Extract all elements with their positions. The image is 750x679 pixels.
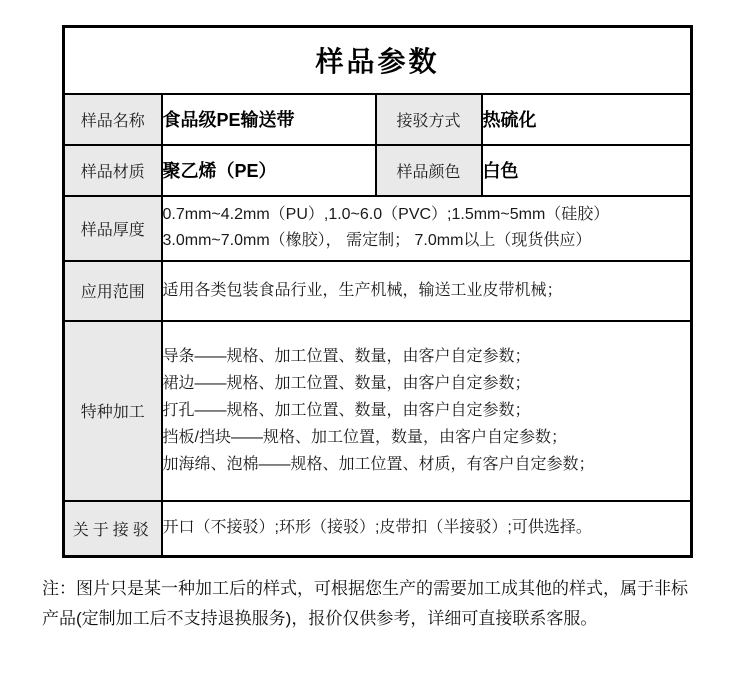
label-about-joint: 关于接驳: [64, 501, 162, 557]
processing-line-3: 打孔——规格、加工位置、数量，由客户自定参数；: [162, 402, 531, 419]
value-sample-color: 白色: [482, 145, 692, 196]
row-about-joint: [64, 501, 692, 557]
value-special-processing: [162, 321, 692, 501]
label-joint-method: 接驳方式: [376, 94, 482, 145]
footnote-line-1: 注：图片只是某一种加工后的样式，可根据您生产的需要加工成其他的样式，属于非标: [42, 579, 688, 598]
value-sample-material: 聚乙烯（PE）: [162, 145, 376, 196]
sample-parameters-table: [62, 25, 693, 558]
label-special-processing: 特种加工: [64, 321, 162, 501]
label-sample-thickness: 样品厚度: [64, 196, 162, 261]
row-special-processing: [64, 321, 692, 501]
label-sample-name: 样品名称: [64, 94, 162, 145]
label-sample-color: 样品颜色: [376, 145, 482, 196]
footnote-line-2: 产品(定制加工后不支持退换服务)，报价仅供参考，详细可直接联系客服。: [42, 609, 598, 628]
value-about-joint: [162, 501, 692, 557]
row-sample-material: [64, 145, 692, 196]
row-sample-thickness: [64, 196, 692, 261]
application-line-1: 适用各类包装食品行业，生产机械，输送工业皮带机械；: [162, 281, 563, 299]
thickness-line-1: 0.7mm~4.2mm（PU）,1.0~6.0（PVC）;1.5mm~5mm（硅胶）: [162, 206, 610, 223]
table-title: 样品参数: [64, 27, 692, 94]
footnote: [42, 574, 722, 634]
value-application-range: [162, 261, 692, 321]
label-sample-material: 样品材质: [64, 145, 162, 196]
value-joint-method: 热硫化: [482, 94, 692, 145]
processing-line-5: 加海绵、泡棉——规格、加工位置、材质，有客户自定参数；: [162, 456, 595, 473]
row-sample-name: [64, 94, 692, 145]
processing-line-2: 裙边——规格、加工位置、数量，由客户自定参数；: [162, 375, 531, 392]
processing-line-4: 挡板/挡块——规格、加工位置，数量，由客户自定参数；: [162, 429, 567, 446]
value-sample-name: 食品级PE输送带: [162, 94, 376, 145]
thickness-line-2: 3.0mm~7.0mm（橡胶）， 需定制； 7.0mm以上（现货供应）: [162, 232, 592, 249]
row-application-range: [64, 261, 692, 321]
joint-line-1: 开口（不接驳）;环形（接驳）;皮带扣（半接驳）;可供选择。: [162, 519, 592, 537]
value-sample-thickness: [162, 196, 692, 261]
processing-line-1: 导条——规格、加工位置、数量，由客户自定参数；: [162, 348, 531, 365]
label-application-range: 应用范围: [64, 261, 162, 321]
title-row: [64, 27, 692, 94]
